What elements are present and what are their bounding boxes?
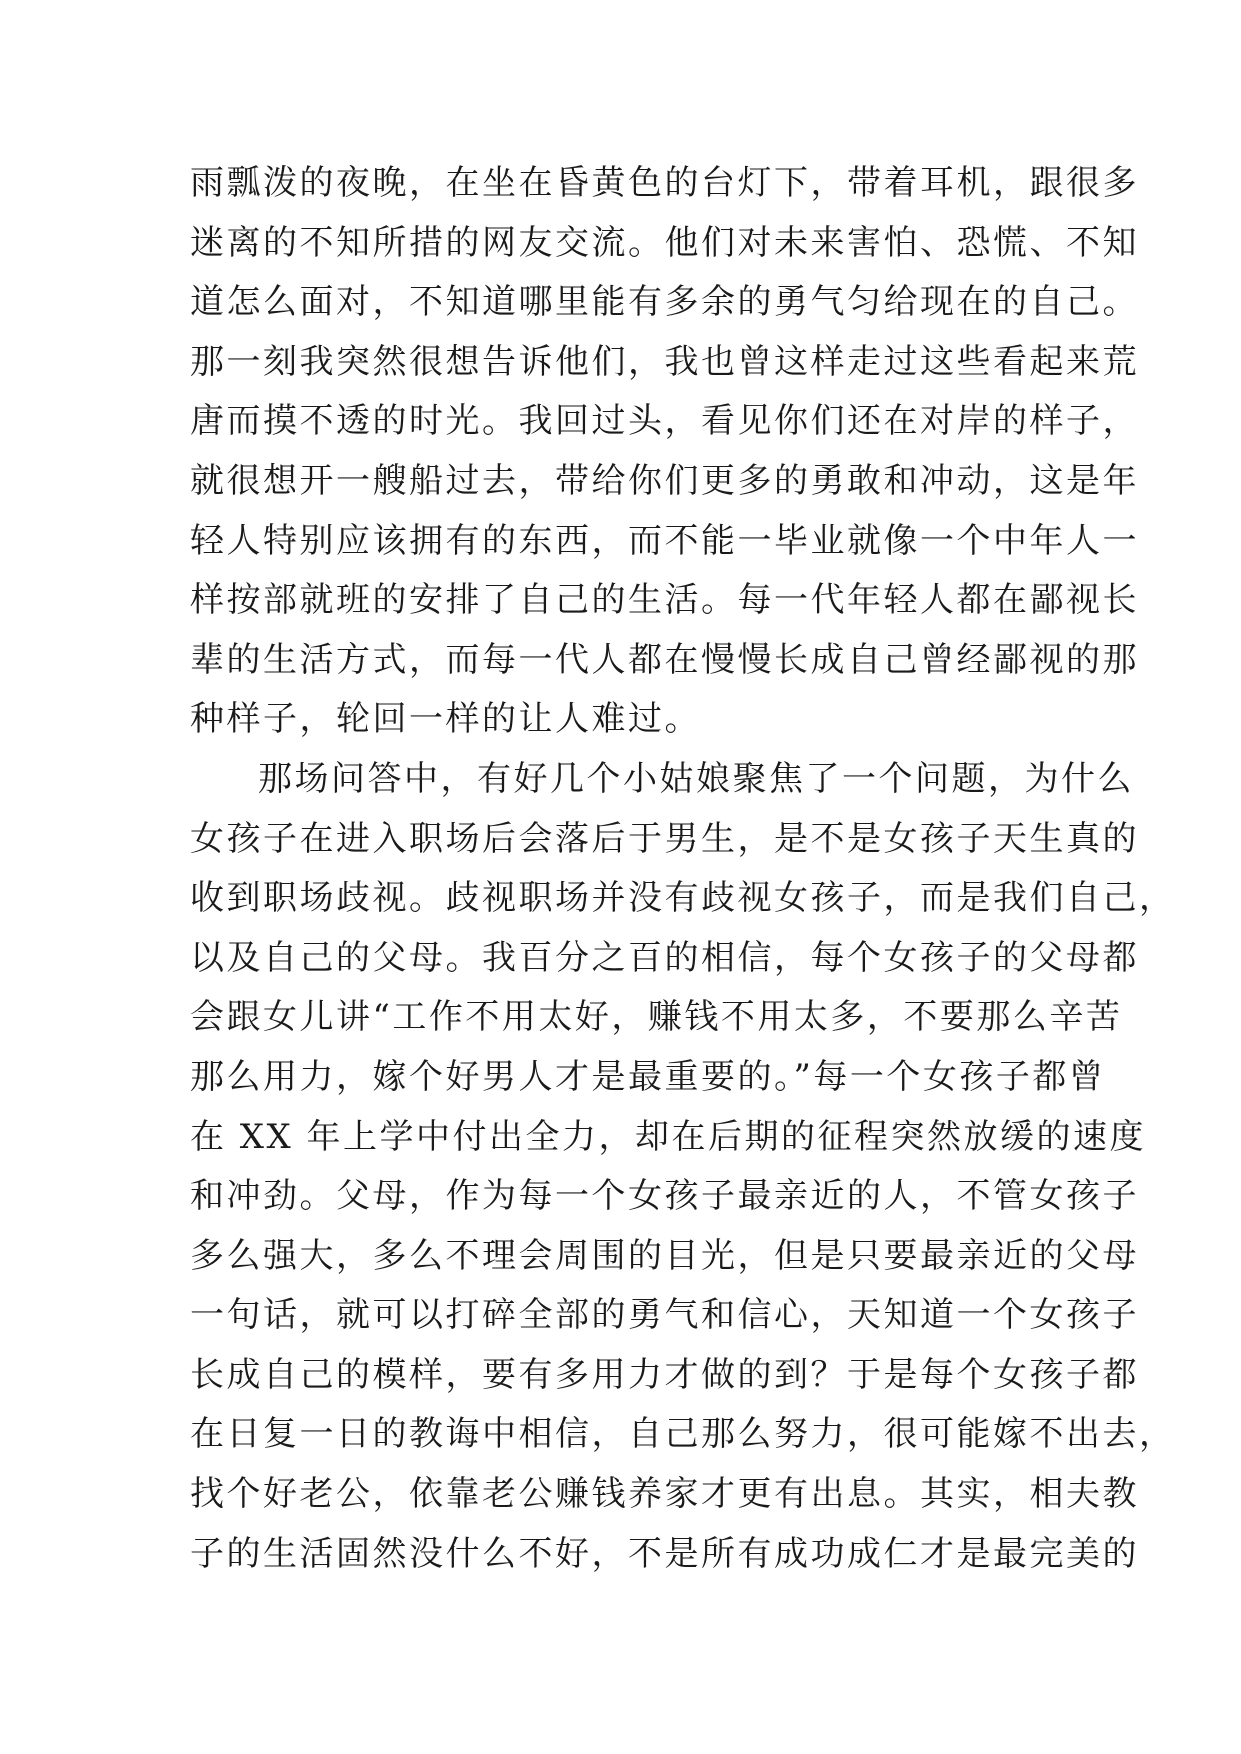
text-line: 和冲劲。父母，作为每一个女孩子最亲近的人，不管女孩子 [190, 1176, 1139, 1217]
text-line: 道怎么面对，不知道哪里能有多余的勇气匀给现在的自己。 [190, 282, 1139, 323]
text-line: 迷离的不知所措的网友交流。他们对未来害怕、恐慌、不知 [190, 222, 1139, 263]
text-line: 唐而摸不透的时光。我回过头，看见你们还在对岸的样子， [190, 401, 1139, 442]
text-line: 样按部就班的安排了自己的生活。每一代年轻人都在鄙视长 [190, 580, 1139, 621]
text-line: 会跟女儿讲“工作不用太好，赚钱不用太多，不要那么辛苦 [190, 997, 1123, 1038]
text-line: 以及自己的父母。我百分之百的相信，每个女孩子的父母都 [190, 937, 1139, 978]
text-line: 在 XX 年上学中付出全力，却在后期的征程突然放缓的速度 [190, 1116, 1147, 1157]
text-line: 女孩子在进入职场后会落后于男生，是不是女孩子天生真的 [190, 818, 1139, 859]
paragraph-1 [190, 154, 1139, 750]
text-line: 多么强大，多么不理会周围的目光，但是只要最亲近的父母 [190, 1235, 1139, 1276]
text-line: 轻人特别应该拥有的东西，而不能一毕业就像一个中年人一 [190, 520, 1139, 561]
text-line: 一句话，就可以打碎全部的勇气和信心，天知道一个女孩子 [190, 1295, 1139, 1336]
text-line: 那么用力，嫁个好男人才是最重要的。”每一个女孩子都曾 [190, 1056, 1106, 1097]
text-line-indented: 那场问答中，有好几个小姑娘聚焦了一个问题，为什么 [258, 758, 1134, 799]
text-line: 长成自己的模样，要有多用力才做的到？于是每个女孩子都 [190, 1354, 1139, 1395]
text-line: 收到职场歧视。歧视职场并没有歧视女孩子，而是我们自己， [190, 878, 1176, 919]
text-line: 种样子，轮回一样的让人难过。 [190, 699, 701, 740]
text-line: 找个好老公，依靠老公赚钱养家才更有出息。其实，相夫教 [190, 1474, 1139, 1515]
text-line: 就很想开一艘船过去，带给你们更多的勇敢和冲动，这是年 [190, 460, 1139, 501]
text-line: 那一刻我突然很想告诉他们，我也曾这样走过这些看起来荒 [190, 341, 1139, 382]
text-line: 辈的生活方式，而每一代人都在慢慢长成自己曾经鄙视的那 [190, 639, 1139, 680]
text-line: 子的生活固然没什么不好，不是所有成功成仁才是最完美的 [190, 1533, 1139, 1574]
text-line: 雨瓢泼的夜晚，在坐在昏黄色的台灯下，带着耳机，跟很多 [190, 163, 1139, 203]
paragraph-2 [190, 750, 1176, 1584]
text-line: 在日复一日的教诲中相信，自己那么努力，很可能嫁不出去， [190, 1414, 1176, 1455]
body-text [190, 154, 1176, 1584]
